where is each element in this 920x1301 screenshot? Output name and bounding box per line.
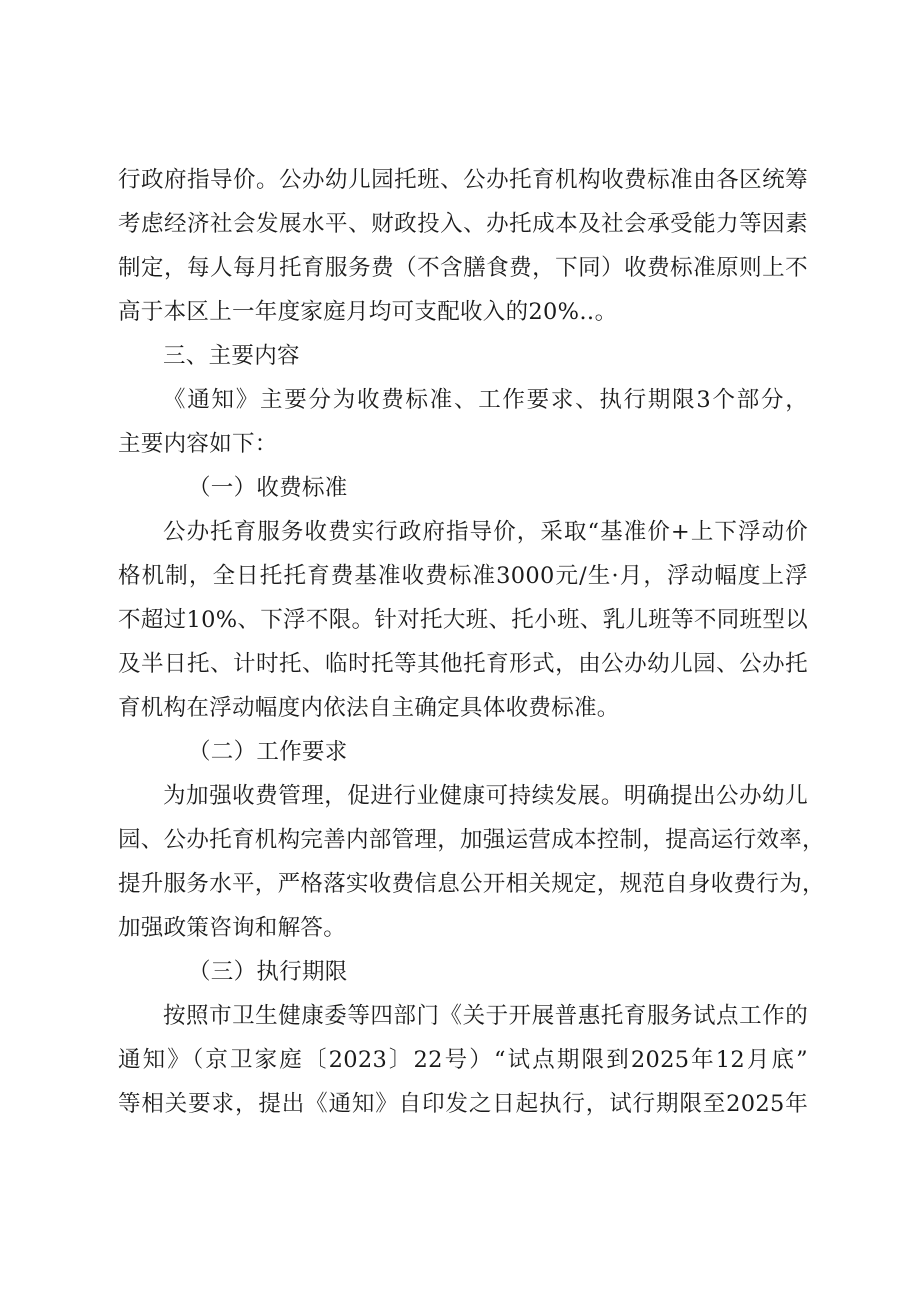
section-heading: 三、主要内容	[163, 343, 300, 369]
body-line: 行政府指导价。公办幼儿园托班、公办托育机构收费标准由各区统筹	[118, 167, 808, 193]
intro-line: 《通知》主要分为收费标准、工作要求、执行期限3个部分，	[163, 387, 808, 413]
body-line: 为加强收费管理，促进行业健康可持续发展。明确提出公办幼儿	[163, 783, 808, 809]
body-line: 提升服务水平，严格落实收费信息公开相关规定，规范自身收费行为，	[118, 871, 825, 897]
body-line: 不超过10%、下浮不限。针对托大班、托小班、乳儿班等不同班型以	[118, 607, 808, 633]
intro-line: 主要内容如下：	[118, 431, 278, 457]
body-line: 格机制，全日托托育费基准收费标准3000元/生·月，浮动幅度上浮	[118, 563, 808, 589]
subsection-heading: （一）收费标准	[188, 475, 348, 501]
body-line: 按照市卫生健康委等四部门《关于开展普惠托育服务试点工作的	[163, 1003, 808, 1029]
body-line: 高于本区上一年度家庭月均可支配收入的20%‥。	[118, 299, 618, 325]
body-line: 公办托育服务收费实行政府指导价，采取“基准价+上下浮动价	[163, 519, 808, 545]
body-line: 考虑经济社会发展水平、财政投入、办托成本及社会承受能力等因素	[118, 211, 808, 237]
body-line: 园、公办托育机构完善内部管理，加强运营成本控制，提高运行效率，	[118, 827, 825, 853]
body-line: 等相关要求，提出《通知》自印发之日起执行，试行期限至2025年	[118, 1091, 808, 1117]
subsection-heading: （二）工作要求	[188, 739, 348, 765]
subsection-heading: （三）执行期限	[188, 959, 348, 985]
body-line: 通知》（京卫家庭〔2023〕22号）“试点期限到2025年12月底”	[118, 1047, 808, 1073]
body-line: 加强政策咨询和解答。	[118, 915, 347, 941]
body-line: 制定，每人每月托育服务费（不含膳食费，下同）收费标准原则上不	[118, 255, 808, 281]
body-line: 育机构在浮动幅度内依法自主确定具体收费标准。	[118, 695, 620, 721]
body-line: 及半日托、计时托、临时托等其他托育形式，由公办幼儿园、公办托	[118, 651, 808, 677]
